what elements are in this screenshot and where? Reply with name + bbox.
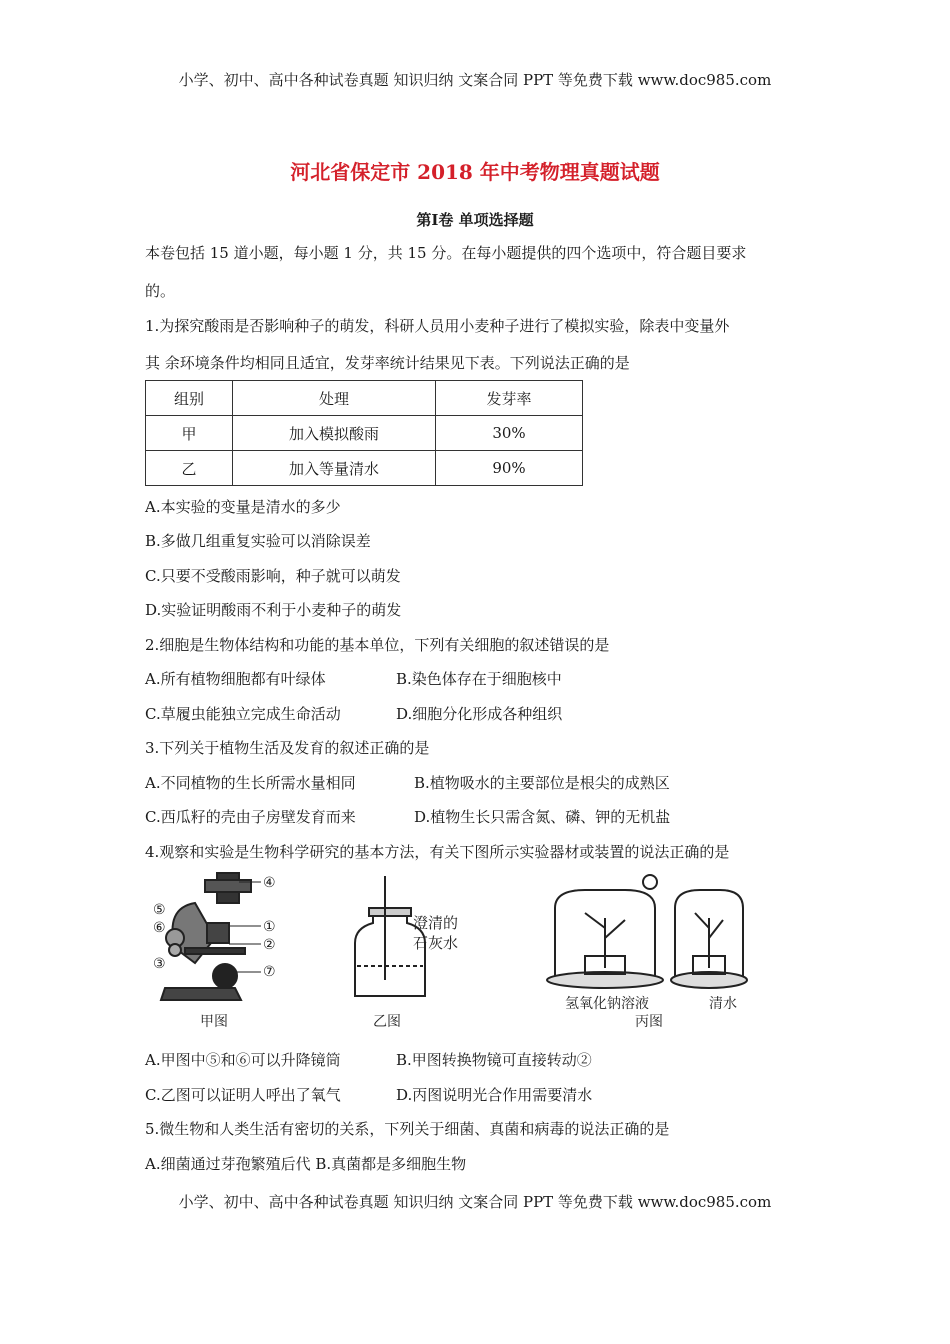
bing-label-right: 清水 — [709, 996, 737, 1012]
sun-icon — [643, 875, 657, 889]
bottle-cap — [369, 908, 411, 916]
marker-4: ④ — [263, 875, 276, 891]
page-footer: 小学、初中、高中各种试卷真题 知识归纳 文案合同 PPT 等免费下载 www.doc985.com — [178, 1193, 772, 1211]
marker-5: ⑤ — [153, 902, 166, 918]
table-cell: 甲 — [146, 416, 233, 451]
q4-option-c: C.乙图可以证明人呼出了氧气 — [145, 1086, 341, 1104]
table-cell: 90% — [436, 451, 583, 486]
q1-option-c: C.只要不受酸雨影响，种子就可以萌发 — [145, 567, 401, 585]
table-row — [146, 416, 583, 451]
q3-option-a: A.不同植物的生长所需水量相同 — [145, 774, 356, 792]
intro-line-1: 本卷包括 15 道小题，每小题 1 分，共 15 分。在每小题提供的四个选项中，符合题目要求 — [145, 244, 747, 262]
q2-option-b: B.染色体存在于细胞核中 — [396, 670, 562, 688]
q2-option-a: A.所有植物细胞都有叶绿体 — [145, 670, 326, 688]
page-title: 河北省保定市 2018 年中考物理真题试题 — [290, 160, 660, 184]
intro-line-2: 的。 — [145, 282, 176, 300]
q1-stem-line-1: 1.为探究酸雨是否影响种子的萌发，科研人员用小麦种子进行了模拟实验，除表中变量外 — [145, 317, 730, 335]
marker-2: ② — [263, 937, 276, 953]
table-header-cell: 发芽率 — [436, 381, 583, 416]
q2-stem: 2.细胞是生物体结构和功能的基本单位，下列有关细胞的叙述错误的是 — [145, 636, 610, 654]
plant — [585, 913, 625, 968]
fig-yi-label: 乙图 — [373, 1014, 401, 1030]
q2-option-c: C.草履虫能独立完成生命活动 — [145, 705, 341, 723]
mirror — [213, 964, 237, 988]
bing-label-left: 氢氧化钠溶液 — [565, 996, 649, 1012]
q1-option-b: B.多做几组重复实验可以消除误差 — [145, 532, 371, 550]
q3-stem: 3.下列关于植物生活及发育的叙述正确的是 — [145, 739, 430, 757]
microscope-figure — [161, 873, 251, 1000]
yi-label-2: 石灰水 — [413, 934, 459, 952]
q3-option-c: C.西瓜籽的壳由子房壁发育而来 — [145, 808, 356, 826]
marker-3: ③ — [153, 956, 166, 972]
marker-1: ① — [263, 919, 276, 935]
yi-label-1: 澄清的 — [413, 914, 459, 932]
q3-option-b: B.植物吸水的主要部位是根尖的成熟区 — [414, 774, 670, 792]
q2-option-d: D.细胞分化形成各种组织 — [396, 705, 563, 723]
nosepiece — [207, 923, 229, 943]
table-cell: 加入模拟酸雨 — [233, 416, 436, 451]
q3-option-d: D.植物生长只需含氮、磷、钾的无机盐 — [414, 808, 671, 826]
table-cell: 30% — [436, 416, 583, 451]
bell-jar-left — [547, 890, 663, 988]
bell-jar-right — [671, 890, 747, 988]
q4-option-d: D.丙图说明光合作用需要清水 — [396, 1086, 593, 1104]
table-cell: 乙 — [146, 451, 233, 486]
q1-option-d: D.实验证明酸雨不利于小麦种子的萌发 — [145, 601, 402, 619]
fig-bing-label: 丙图 — [635, 1014, 663, 1030]
table-header-cell: 组别 — [146, 381, 233, 416]
table-header-cell: 处理 — [233, 381, 436, 416]
q4-figure — [145, 868, 750, 1030]
plant — [695, 913, 723, 968]
q1-stem-line-2: 其 余环境条件均相同且适宜，发芽率统计结果见下表。下列说法正确的是 — [145, 354, 630, 372]
stage — [185, 948, 245, 954]
marker-7: ⑦ — [263, 964, 276, 980]
table-cell: 加入等量清水 — [233, 451, 436, 486]
table-header-row — [146, 381, 583, 416]
q4-option-a: A.甲图中⑤和⑥可以升降镜筒 — [145, 1051, 341, 1069]
table-row — [146, 451, 583, 486]
page-header: 小学、初中、高中各种试卷真题 知识归纳 文案合同 PPT 等免费下载 www.doc985.com — [178, 71, 772, 89]
q4-stem: 4.观察和实验是生物科学研究的基本方法，有关下图所示实验器材或装置的说法正确的是 — [145, 843, 730, 861]
q1-option-a: A.本实验的变量是清水的多少 — [145, 498, 341, 516]
q1-table — [145, 380, 583, 486]
section-title: 第Ⅰ卷 单项选择题 — [416, 211, 534, 229]
fine-knob — [169, 944, 181, 956]
q5-stem: 5.微生物和人类生活有密切的关系，下列关于细菌、真菌和病毒的说法正确的是 — [145, 1120, 670, 1138]
q5-options-ab: A.细菌通过芽孢繁殖后代 B.真菌都是多细胞生物 — [145, 1155, 467, 1173]
microscope-base — [161, 988, 241, 1000]
q4-option-b: B.甲图转换物镜可直接转动② — [396, 1051, 592, 1069]
marker-6: ⑥ — [153, 920, 166, 936]
fig-jia-label: 甲图 — [200, 1014, 228, 1030]
